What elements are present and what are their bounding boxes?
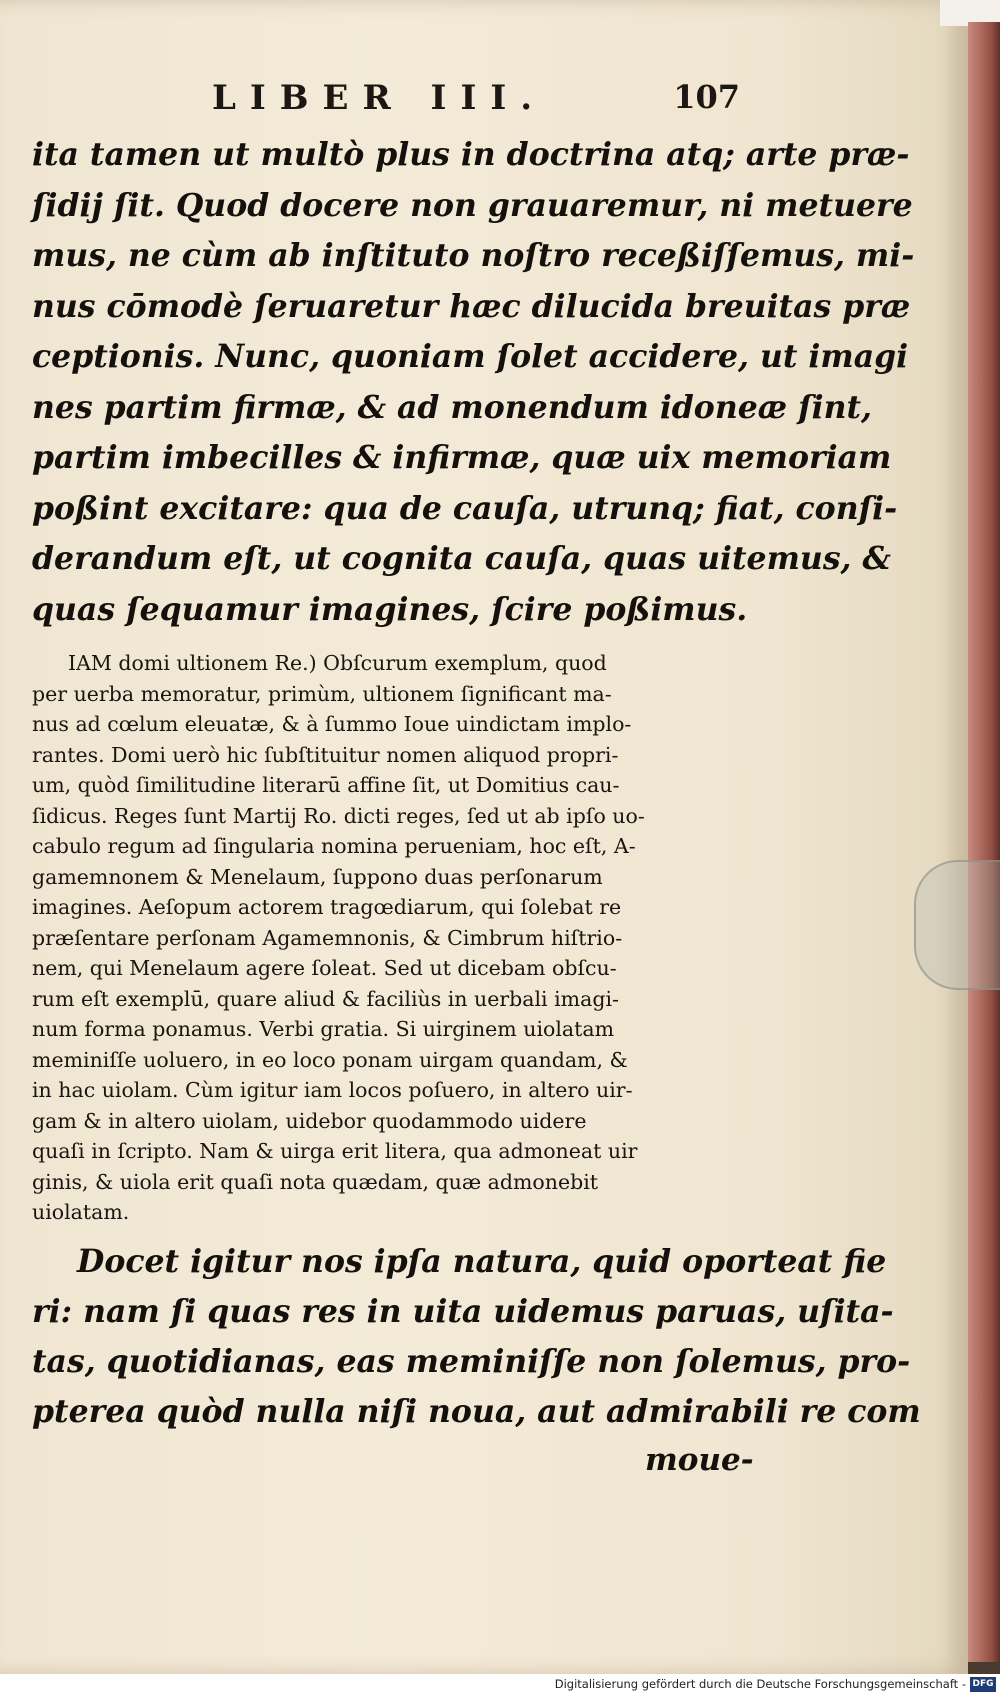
text-line: derandum eſt, ut cognita cauſa, quas uitemus, & [32,540,891,577]
commentary-line: num forma ponamus. Verbi gratia. Si uirginem uiolatam [32,1017,615,1041]
commentary-line: meminiſſe uoluero, in eo loco ponam uirgam quandam, & [32,1047,628,1072]
commentary-line: um, quòd ſimilitudine literarū affine ſit, ut Domitius cau- [32,773,620,797]
main-text-block [32,130,915,635]
commentary-line: cabulo regum ad ſingularia nomina perueniam, hoc eſt, A- [32,834,636,858]
page-header [200,78,740,118]
page-clip [914,860,1000,990]
commentary-line: ſidicus. Reges ſunt Martij Ro. dicti reges, ſed ut ab ipſo uo- [32,803,645,828]
commentary-line: in hac uiolam. Cùm igitur iam locos poſuero, in altero uir- [32,1078,633,1102]
commentary-line: gamemnonem & Menelaum, ſuppono duas perſonarum [32,864,603,889]
commentary-line: rantes. Domi uerò hic ſubſtituitur nomen aliquod propri- [32,742,619,767]
catchword: moue- [645,1442,754,1478]
text-line: nus cōmodè ſeruaretur hæc dilucida breuitas præ [32,287,911,325]
commentary-line: nus ad cœlum eleuatæ, & à ſummo Ioue uindictam implo- [32,712,632,736]
text-line: tas, quotidianas, eas meminiſſe non ſolemus, pro- [32,1343,911,1380]
text-line: nes partim firmæ, & ad monendum idoneæ ſint, [32,388,873,426]
text-line: quas ſequamur imagines, ſcire poßimus. [32,590,748,628]
commentary-line: rum eſt exemplū, quare aliud & faciliùs in uerbali imagi- [32,986,619,1011]
text-line: ceptionis. Nunc, quoniam ſolet accidere, ut imagi [32,338,909,375]
text-line: Docet igitur nos ipſa natura, quid oporteat fie [77,1243,887,1280]
running-title: LIBER III. [212,78,547,118]
commentary-line: per uerba memoratur, primùm, ultionem ſignificant ma- [32,681,612,706]
text-line: ſidij ſit. Quod docere non grauaremur, ni metuere [32,186,913,224]
footer-bar [0,1674,1000,1696]
commentary-line: gam & in altero uiolam, uidebor quodammodo uidere [32,1108,587,1133]
funding-notice: Digitalisierung gefördert durch die Deutsche Forschungsgemeinschaft - [554,1677,966,1691]
commentary-line: præſentare perſonam Agamemnonis, & Cimbrum hiſtrio- [32,925,623,950]
commentary-line: imagines. Aeſopum actorem tragœdiarum, qui ſolebat re [32,895,622,919]
page-number: 107 [673,78,740,116]
text-line: partim imbecilles & infirmæ, quæ uix memoriam [32,439,892,476]
commentary-line: nem, qui Menelaum agere ſoleat. Sed ut dicebam obſcu- [32,956,617,980]
dfg-logo: DFG [970,1677,996,1692]
commentary-block [32,648,762,1228]
commentary-line: ginis, & uiola erit quaſi nota quædam, quæ admonebit [32,1169,599,1194]
text-line: poßint excitare: qua de cauſa, utrunq; fiat, conſi- [32,489,898,527]
text-line: ri: nam ſi quas res in uita uidemus paruas, uſita- [32,1293,894,1330]
book-fore-edge [968,22,1000,1662]
text-line: pterea quòd nulla niſi noua, aut admirabili re com [32,1393,921,1430]
commentary-line: quaſi in ſcripto. Nam & uirga erit litera, qua admoneat uir [32,1139,638,1163]
commentary-line: IAM domi ultionem Re.) Obſcurum exemplum, quod [68,651,607,675]
main-text-block-2 [32,1237,921,1437]
text-line: ita tamen ut multò plus in doctrina atq; arte præ- [32,136,910,173]
text-line: mus, ne cùm ab inſtituto noſtro receßiſſemus, mi- [32,237,915,274]
commentary-line: uiolatam. [32,1200,130,1224]
